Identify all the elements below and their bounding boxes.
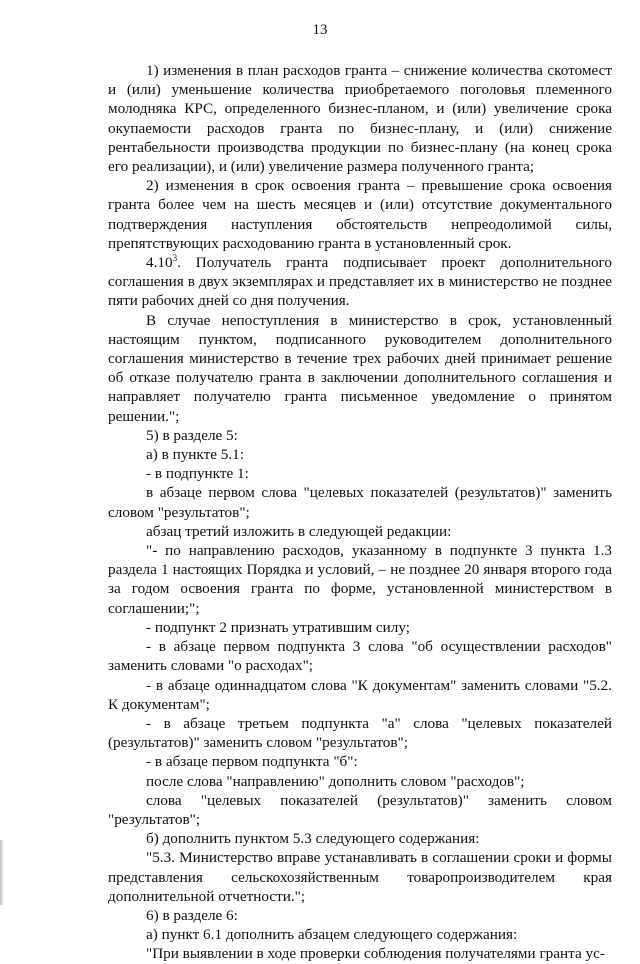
paragraph-16: после слова "направлению" дополнить словом "расходов"; [146, 772, 525, 790]
paragraph-13: - в абзаце одиннадцатом слова "К документам" заменить словами "5.2. К документам"; [108, 676, 612, 713]
paragraph-20: 6) в разделе 6: [146, 906, 238, 924]
paragraph-4: В случае непоступления в министерство в срок, установленный настоящим пунктом, подписанного руководителем дополнительного соглашения министерство в течение трех рабочих дней принимает решение об отказе получателю гранта в заключении дополнительного соглашения и направляет получателю гранта письменное уведомление о принятом решении."; [108, 311, 612, 425]
paragraph-17: слова "целевых показателей (результатов)" заменить словом "результатов"; [108, 791, 612, 828]
paragraph-1: 1) изменения в план расходов гранта – снижение количества скотомест и (или) уменьшение количества приобретаемого поголовья племенного молодняка КРС, определенного бизнес-планом, и (или) увеличение срока окупаемости расходов гранта по бизнес-плану, и (или) снижение рентабельности производства продукции по бизнес-плану (на конец срока его реализации), и (или) увеличение размера полученного гранта; [108, 62, 612, 176]
clause-text: . Получатель гранта подписывает проект дополнительного соглашения в двух экземплярах и представляет их в министерство не позднее пяти рабочих дней со дня получения. [108, 254, 612, 310]
paragraph-21: а) пункт 6.1 дополнить абзацем следующего содержания: [146, 926, 518, 944]
paragraph-3 [108, 253, 612, 311]
page-number: 13 [312, 22, 328, 38]
clause-number: 4.10 [146, 254, 173, 272]
paragraph-5: 5) в разделе 5: [146, 426, 238, 444]
paragraph-22: "При выявлении в ходе проверки соблюдения получателями гранта ус- [146, 945, 605, 963]
paragraph-12: - в абзаце первом подпункта 3 слова "об осуществлении расходов" заменить словами "о расходах"; [108, 638, 612, 675]
paragraph-11: - подпункт 2 признать утратившим силу; [146, 618, 410, 636]
paragraph-10: "- по направлению расходов, указанному в подпункте 3 пункта 1.3 раздела 1 настоящих Порядка и условий, – не позднее 20 января второго года за годом освоения гранта по форме, установленной министерством в соглашении;"; [108, 542, 612, 617]
clause-superscript: 3 [172, 253, 178, 264]
paragraph-9: абзац третий изложить в следующей редакции: [146, 522, 452, 540]
paragraph-8: в абзаце первом слова "целевых показателей (результатов)" заменить словом "результатов"; [108, 484, 612, 521]
paragraph-15: - в абзаце первом подпункта "б": [146, 753, 358, 771]
paragraph-7: - в подпункте 1: [146, 465, 249, 483]
document-body [108, 61, 612, 964]
paragraph-6: а) в пункте 5.1: [146, 446, 244, 464]
paragraph-14: - в абзаце третьем подпункта "а" слова "целевых показателей (результатов)" заменить словом "результатов"; [108, 714, 612, 752]
scan-edge-shadow [0, 840, 4, 905]
paragraph-2: 2) изменения в срок освоения гранта – превышение срока освоения гранта более чем на шесть месяцев и (или) отсутствие документального подтверждения наступления обстоятельств непреодолимой силы, препятствующих расходованию гранта в установленный срок. [108, 177, 612, 252]
paragraph-19: "5.3. Министерство вправе устанавливать в соглашении сроки и формы представления сельскохозяйственным товаропроизводителем края дополнительной отчетности."; [108, 849, 612, 905]
paragraph-18: б) дополнить пунктом 5.3 следующего содержания: [146, 830, 480, 848]
